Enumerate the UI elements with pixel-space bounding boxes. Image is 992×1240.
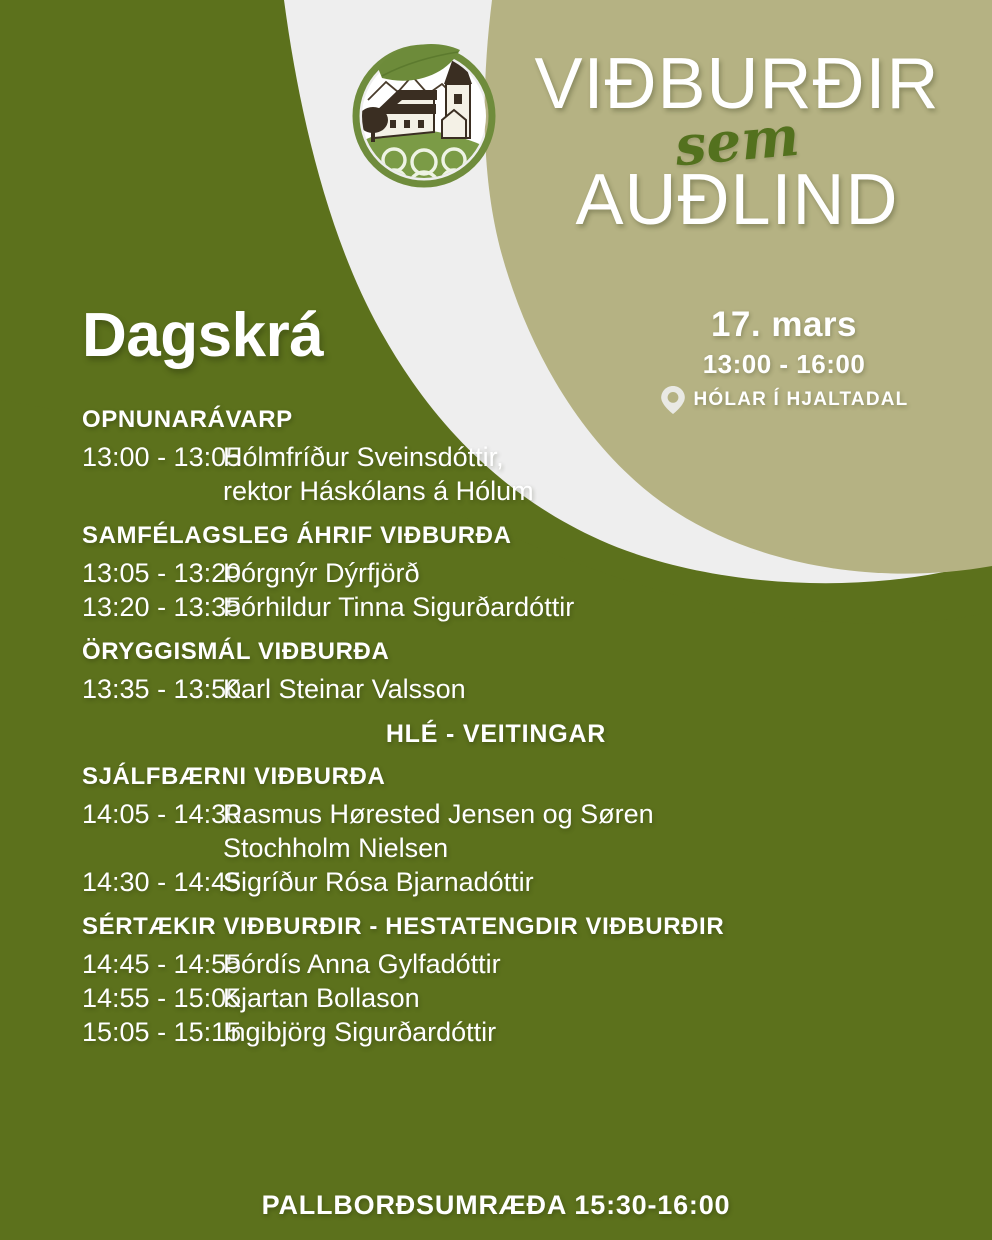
title-line-2: AUÐLIND: [575, 160, 899, 241]
schedule-row: [0, 440, 992, 508]
event-location-label: HÓLAR Í HJALTADAL: [693, 389, 909, 411]
event-time: 13:00 - 16:00: [702, 349, 866, 380]
schedule-row: [0, 590, 992, 624]
schedule: [0, 406, 992, 1063]
schedule-row: [0, 947, 992, 981]
section-rows: [0, 797, 992, 899]
section-heading: SÉRTÆKIR VIÐBURÐIR - HESTATENGDIR VIÐBURÐIR: [82, 913, 725, 941]
section-rows: [0, 440, 992, 508]
logo-window: [404, 120, 410, 128]
schedule-row: [0, 556, 992, 590]
schedule-row: [0, 981, 992, 1015]
schedule-row: [0, 1015, 992, 1049]
section-rows: [0, 947, 992, 1049]
section-heading: ÖRYGGISMÁL VIÐBURÐA: [82, 638, 390, 666]
schedule-speaker: Karl Steinar Valsson: [223, 674, 466, 705]
section-heading: SAMFÉLAGSLEG ÁHRIF VIÐBURÐA: [82, 522, 512, 550]
schedule-speaker-line1: Hólmfríður Sveinsdóttir,: [223, 442, 504, 472]
logo-window: [418, 120, 424, 128]
schedule-time: 15:05 - 15:15: [82, 1017, 242, 1048]
schedule-row: [0, 672, 992, 706]
schedule-speaker: Kjartan Bollason: [223, 983, 420, 1014]
schedule-time: 13:20 - 13:35: [82, 592, 242, 623]
logo-church-window: [454, 94, 462, 104]
logo-window: [390, 120, 396, 128]
schedule-speaker: Ingibjörg Sigurðardóttir: [223, 1017, 497, 1048]
schedule-speaker: Þórgnýr Dýrfjörð: [223, 558, 420, 589]
title-script-word: sem: [672, 102, 802, 179]
break-heading: HLÉ - VEITINGAR: [385, 720, 607, 749]
schedule-time: 14:05 - 14:30: [82, 799, 242, 830]
panel-discussion-note: PALLBORÐSUMRÆÐA 15:30-16:00: [261, 1190, 731, 1220]
schedule-row: [0, 865, 992, 899]
event-meta: [614, 305, 954, 415]
logo-tree-trunk: [371, 124, 375, 142]
schedule-speaker: Þórhildur Tinna Sigurðardóttir: [223, 592, 575, 623]
schedule-speaker-line2: Stochholm Nielsen: [223, 833, 449, 864]
section-heading: OPNUNARÁVARP: [82, 406, 293, 433]
schedule-speaker: Sigríður Rósa Bjarnadóttir: [223, 867, 534, 898]
schedule-row: [0, 797, 992, 865]
schedule-time: 13:00 - 13:05: [82, 442, 242, 472]
schedule-time: 14:45 - 14:55: [82, 949, 242, 980]
schedule-time: 14:30 - 14:45: [82, 867, 242, 898]
schedule-speaker-line1: Rasmus Hørested Jensen og Søren: [223, 799, 654, 830]
schedule-time: 14:55 - 15:05: [82, 983, 242, 1014]
page-title: Dagskrá: [82, 301, 324, 370]
schedule-time: 13:05 - 13:20: [82, 558, 242, 589]
section-rows: [0, 556, 992, 624]
event-date: 17. mars: [710, 305, 858, 344]
schedule-speaker: Þórdís Anna Gylfadóttir: [223, 949, 501, 980]
schedule-speaker: [223, 797, 992, 865]
schedule-time: 13:35 - 13:50: [82, 674, 242, 705]
section-heading: SJÁLFBÆRNI VIÐBURÐA: [82, 763, 386, 791]
section-rows: [0, 672, 992, 706]
poster-title-block: [498, 44, 976, 280]
schedule-speaker-line2: rektor Háskólans á Hólum: [223, 476, 534, 507]
title-line-1: VIÐBURÐIR: [534, 44, 940, 124]
schedule-speaker: [223, 440, 992, 508]
logo: [338, 28, 510, 193]
